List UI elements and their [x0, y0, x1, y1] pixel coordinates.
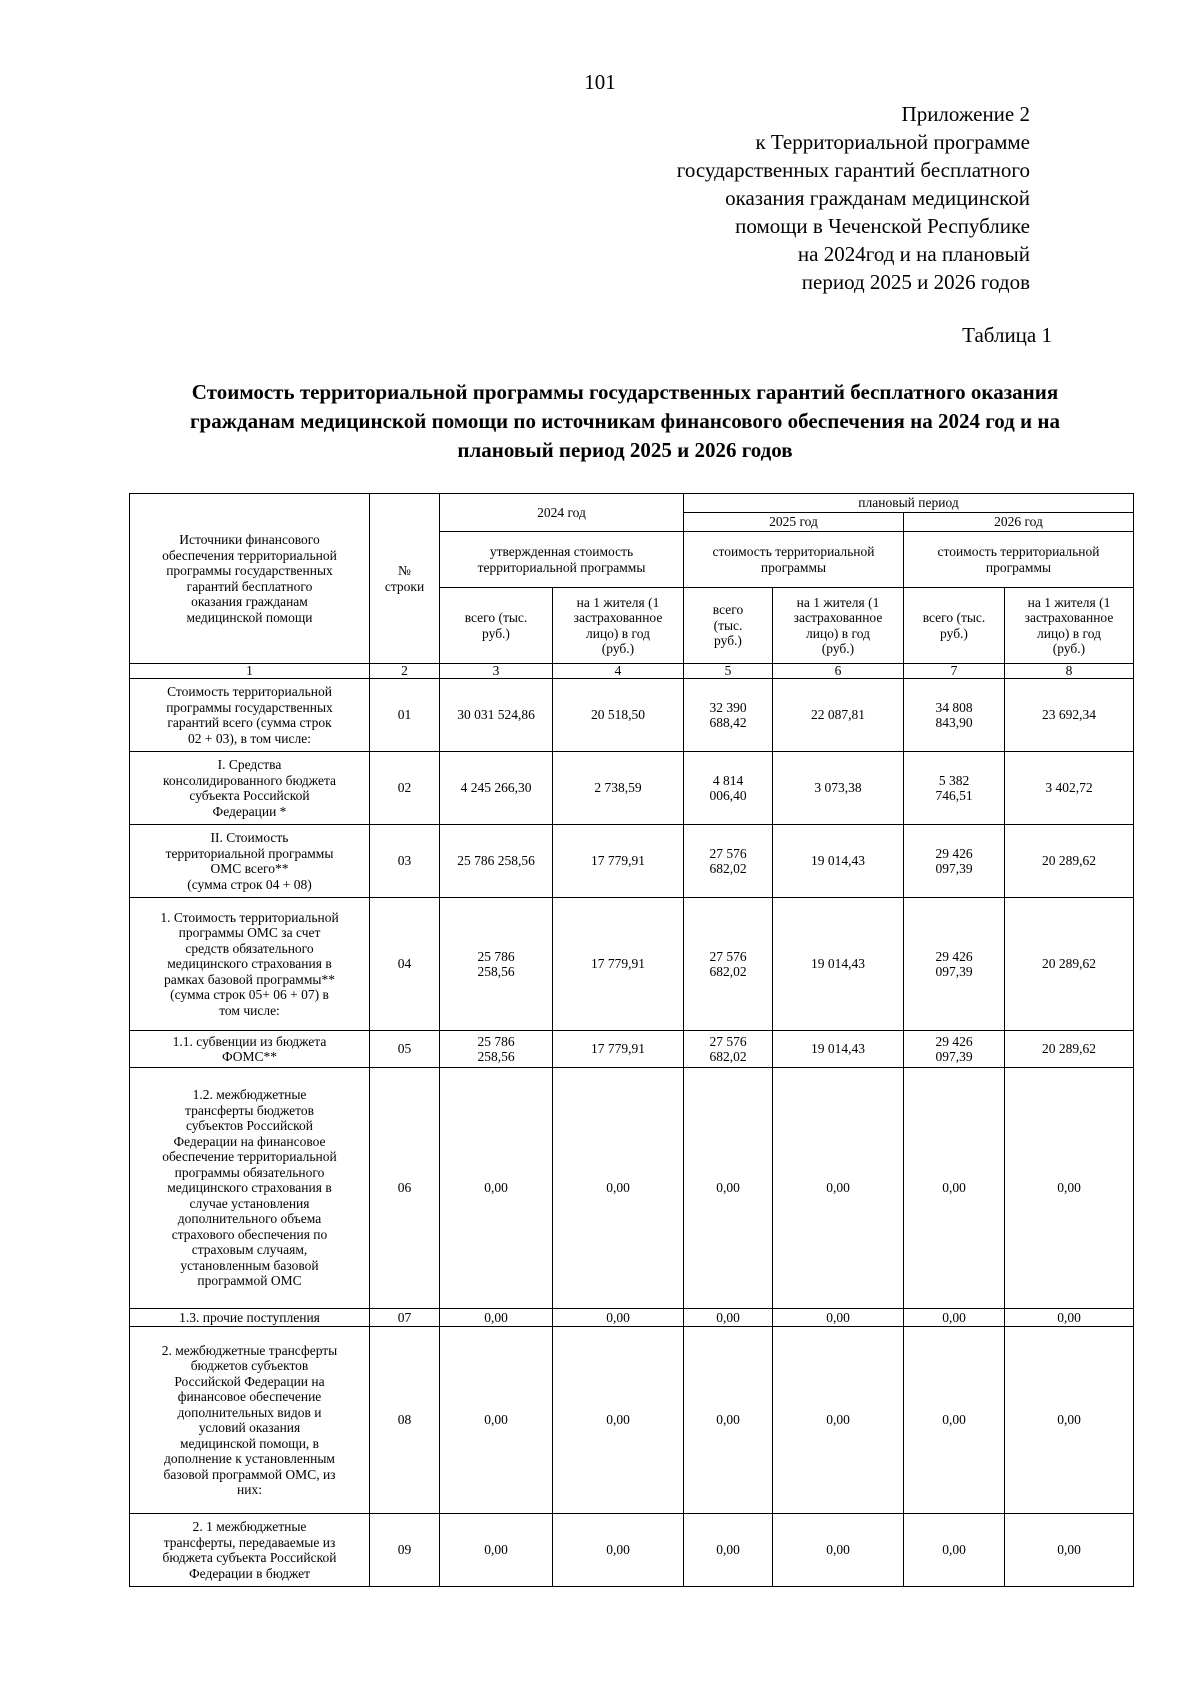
header-total-2026: всего (тыс. руб.) — [904, 588, 1005, 664]
appendix-block — [470, 100, 1030, 296]
value-cell: 23 692,34 — [1005, 679, 1134, 752]
value-cell: 0,00 — [773, 1514, 904, 1587]
column-number: 2 — [370, 664, 440, 679]
table-row — [130, 1031, 1134, 1068]
row-name: 2. межбюджетные трансферты бюджетов субъектов Российской Федерации на финансовое обеспечение дополнительных видов и условий оказания медицинской помощи, в дополнение к установленным базовой программой ОМС, из них: — [130, 1327, 370, 1514]
value-cell: 29 426 097,39 — [904, 898, 1005, 1031]
table-row — [130, 1309, 1134, 1327]
value-cell: 22 087,81 — [773, 679, 904, 752]
row-code: 07 — [370, 1309, 440, 1327]
value-cell: 27 576 682,02 — [684, 1031, 773, 1068]
appendix-line: оказания гражданам медицинской — [725, 186, 1030, 210]
row-name: Стоимость территориальной программы государственных гарантий всего (сумма строк 02 + 03), в том числе: — [130, 679, 370, 752]
row-code: 02 — [370, 752, 440, 825]
column-number: 6 — [773, 664, 904, 679]
value-cell: 3 402,72 — [1005, 752, 1134, 825]
header-per-capita-2026: на 1 жителя (1 застрахованное лицо) в год (руб.) — [1005, 588, 1134, 664]
value-cell: 0,00 — [440, 1068, 553, 1309]
header-total-2024: всего (тыс. руб.) — [440, 588, 553, 664]
table-row — [130, 1068, 1134, 1309]
header-year-2024: 2024 год — [440, 494, 684, 532]
table-row — [130, 898, 1134, 1031]
row-code: 03 — [370, 825, 440, 898]
value-cell: 0,00 — [904, 1068, 1005, 1309]
row-name: 1.2. межбюджетные трансферты бюджетов субъектов Российской Федерации на финансовое обеспечение территориальной программы обязательного медицинского страхования в случае установления дополнительного объема страхового обеспечения по страховым случаям, установленным базовой программой ОМС — [130, 1068, 370, 1309]
value-cell: 0,00 — [440, 1327, 553, 1514]
header-per-capita-2025: на 1 жителя (1 застрахованное лицо) в год (руб.) — [773, 588, 904, 664]
value-cell: 17 779,91 — [553, 825, 684, 898]
header-approved-cost: утвержденная стоимость территориальной программы — [440, 532, 684, 588]
value-cell: 0,00 — [553, 1327, 684, 1514]
value-cell: 0,00 — [684, 1327, 773, 1514]
value-cell: 17 779,91 — [553, 898, 684, 1031]
header-program-cost-2026: стоимость территориальной программы — [904, 532, 1134, 588]
appendix-line: Приложение 2 — [901, 102, 1030, 126]
column-number: 1 — [130, 664, 370, 679]
row-name: 1.1. субвенции из бюджета ФОМС** — [130, 1031, 370, 1068]
value-cell: 4 814 006,40 — [684, 752, 773, 825]
cost-table — [129, 493, 1134, 1587]
value-cell: 19 014,43 — [773, 1031, 904, 1068]
header-total-2025: всего (тыс. руб.) — [684, 588, 773, 664]
title-line: Стоимость территориальной программы государственных гарантий бесплатного оказания — [191, 380, 1059, 404]
header-year-2025: 2025 год — [684, 513, 904, 532]
document-title — [110, 378, 1140, 465]
value-cell: 4 245 266,30 — [440, 752, 553, 825]
row-code: 09 — [370, 1514, 440, 1587]
value-cell: 0,00 — [553, 1068, 684, 1309]
value-cell: 0,00 — [440, 1309, 553, 1327]
value-cell: 34 808 843,90 — [904, 679, 1005, 752]
table-label: Таблица 1 — [962, 323, 1052, 347]
value-cell: 32 390 688,42 — [684, 679, 773, 752]
table-row — [130, 1327, 1134, 1514]
row-name: 1.3. прочие поступления — [130, 1309, 370, 1327]
appendix-line: государственных гарантий бесплатного — [676, 158, 1030, 182]
appendix-line: период 2025 и 2026 годов — [801, 270, 1030, 294]
header-per-capita-2024: на 1 жителя (1 застрахованное лицо) в год (руб.) — [553, 588, 684, 664]
value-cell: 0,00 — [684, 1514, 773, 1587]
value-cell: 0,00 — [1005, 1068, 1134, 1309]
column-number: 7 — [904, 664, 1005, 679]
value-cell: 25 786 258,56 — [440, 898, 553, 1031]
row-name: 2. 1 межбюджетные трансферты, передаваемые из бюджета субъекта Российской Федерации в бюджет — [130, 1514, 370, 1587]
row-code: 04 — [370, 898, 440, 1031]
value-cell: 0,00 — [440, 1514, 553, 1587]
value-cell: 20 289,62 — [1005, 1031, 1134, 1068]
table-row — [130, 752, 1134, 825]
value-cell: 0,00 — [553, 1514, 684, 1587]
appendix-line: к Территориальной программе — [755, 130, 1030, 154]
value-cell: 29 426 097,39 — [904, 1031, 1005, 1068]
value-cell: 0,00 — [904, 1514, 1005, 1587]
column-number: 8 — [1005, 664, 1134, 679]
column-number: 5 — [684, 664, 773, 679]
header-row-no: № строки — [370, 494, 440, 664]
value-cell: 0,00 — [684, 1309, 773, 1327]
table-row — [130, 1514, 1134, 1587]
value-cell: 19 014,43 — [773, 898, 904, 1031]
column-number: 3 — [440, 664, 553, 679]
column-number-row — [130, 664, 1134, 679]
header-year-2026: 2026 год — [904, 513, 1134, 532]
value-cell: 20 289,62 — [1005, 825, 1134, 898]
value-cell: 19 014,43 — [773, 825, 904, 898]
row-name: II. Стоимость территориальной программы ОМС всего** (сумма строк 04 + 08) — [130, 825, 370, 898]
header-planning-period: плановый период — [684, 494, 1134, 513]
value-cell: 25 786 258,56 — [440, 1031, 553, 1068]
value-cell: 0,00 — [773, 1068, 904, 1309]
row-code: 05 — [370, 1031, 440, 1068]
row-code: 06 — [370, 1068, 440, 1309]
value-cell: 0,00 — [904, 1327, 1005, 1514]
row-name: 1. Стоимость территориальной программы ОМС за счет средств обязательного медицинского страхования в рамках базовой программы** (сумма строк 05+ 06 + 07) в том числе: — [130, 898, 370, 1031]
appendix-line: помощи в Чеченской Республике — [735, 214, 1030, 238]
value-cell: 3 073,38 — [773, 752, 904, 825]
value-cell: 0,00 — [1005, 1327, 1134, 1514]
value-cell: 0,00 — [684, 1068, 773, 1309]
row-name: I. Средства консолидированного бюджета субъекта Российской Федерации * — [130, 752, 370, 825]
table-row — [130, 679, 1134, 752]
value-cell: 0,00 — [1005, 1514, 1134, 1587]
value-cell: 17 779,91 — [553, 1031, 684, 1068]
value-cell: 29 426 097,39 — [904, 825, 1005, 898]
appendix-line: на 2024год и на плановый — [797, 242, 1030, 266]
header-row — [130, 494, 1134, 513]
value-cell: 0,00 — [904, 1309, 1005, 1327]
value-cell: 30 031 524,86 — [440, 679, 553, 752]
value-cell: 0,00 — [773, 1327, 904, 1514]
table-row — [130, 825, 1134, 898]
value-cell: 27 576 682,02 — [684, 898, 773, 1031]
value-cell: 5 382 746,51 — [904, 752, 1005, 825]
value-cell: 2 738,59 — [553, 752, 684, 825]
header-program-cost-2025: стоимость территориальной программы — [684, 532, 904, 588]
value-cell: 0,00 — [1005, 1309, 1134, 1327]
value-cell: 20 518,50 — [553, 679, 684, 752]
row-code: 01 — [370, 679, 440, 752]
page-number: 101 — [584, 70, 616, 94]
title-line: плановый период 2025 и 2026 годов — [457, 438, 793, 462]
value-cell: 0,00 — [773, 1309, 904, 1327]
value-cell: 20 289,62 — [1005, 898, 1134, 1031]
row-code: 08 — [370, 1327, 440, 1514]
title-line: гражданам медицинской помощи по источникам финансового обеспечения на 2024 год и на — [190, 409, 1060, 433]
column-number: 4 — [553, 664, 684, 679]
header-source: Источники финансового обеспечения территориальной программы государственных гарантий бесплатного оказания гражданам медицинской помощи — [130, 494, 370, 664]
value-cell: 0,00 — [553, 1309, 684, 1327]
value-cell: 27 576 682,02 — [684, 825, 773, 898]
value-cell: 25 786 258,56 — [440, 825, 553, 898]
